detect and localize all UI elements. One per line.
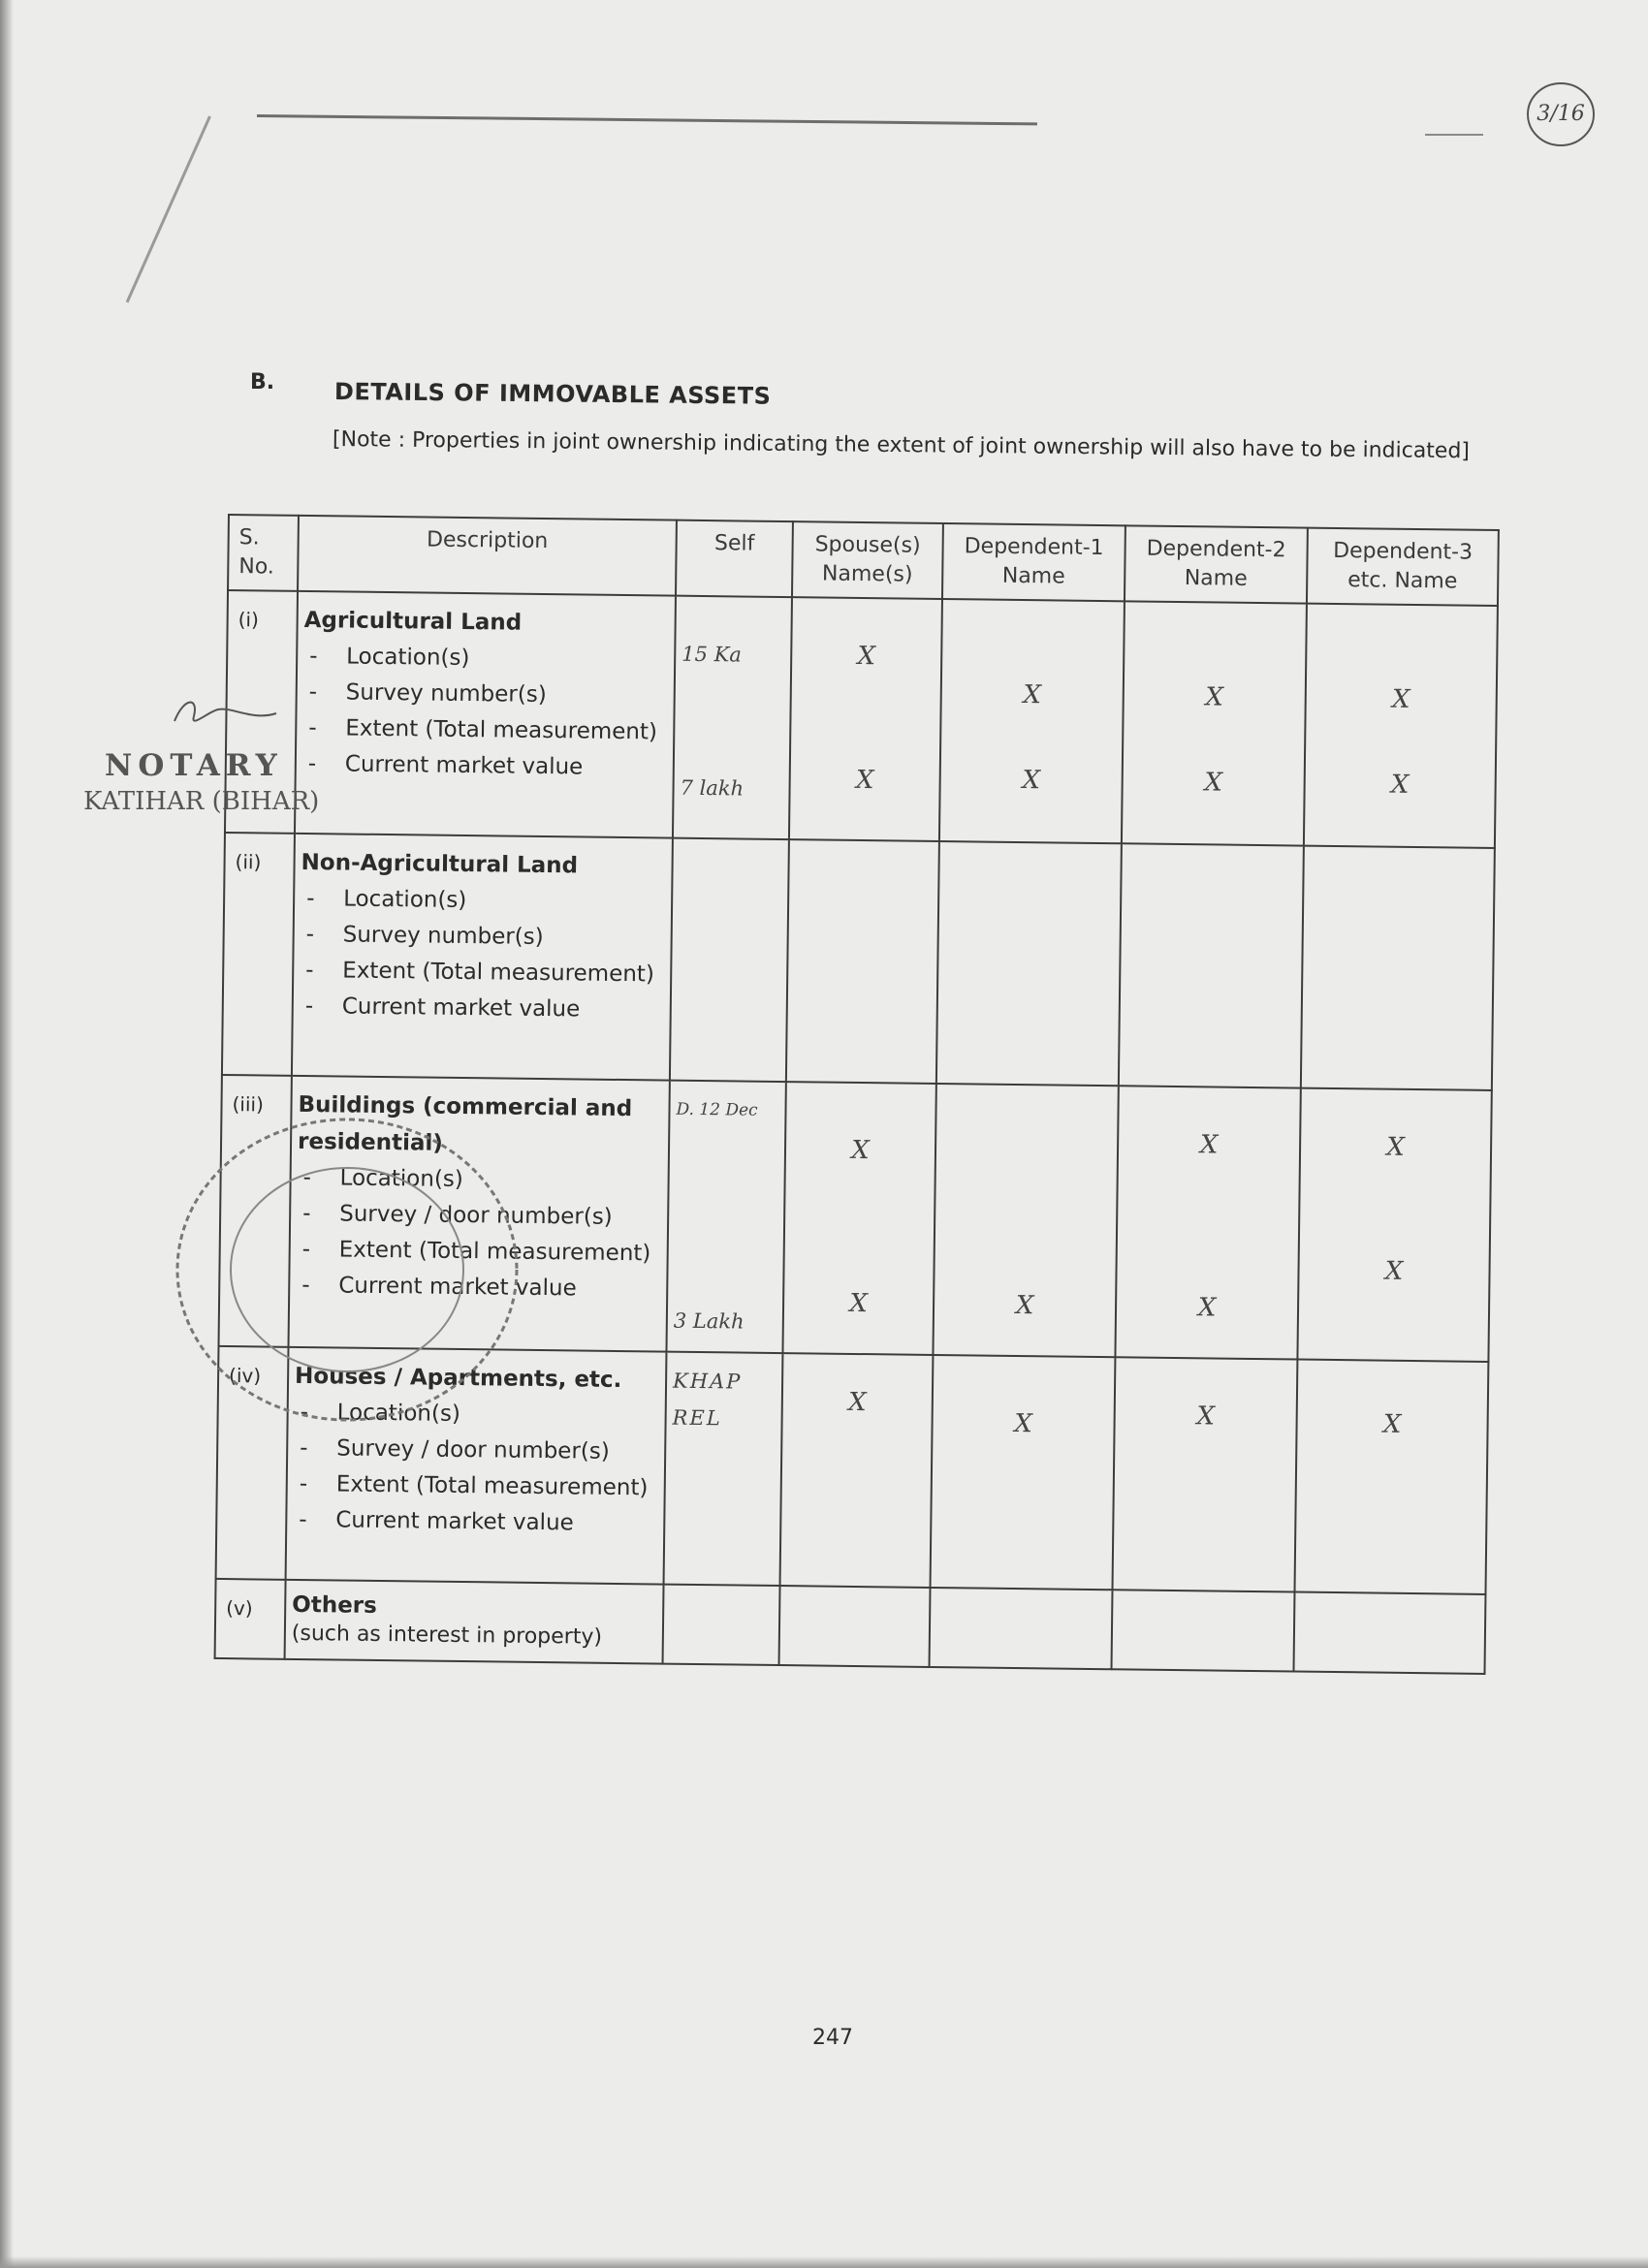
header-dependent-3: Dependent-3 etc. Name [1307, 528, 1499, 606]
header-spouse: Spouse(s) Name(s) [792, 521, 943, 599]
page-number: 247 [812, 2026, 853, 2050]
cross-mark: X [1196, 1402, 1216, 1432]
row-item: - Location(s) [303, 639, 668, 679]
header-dependent-2: Dependent-2 Name [1125, 525, 1308, 603]
row-category: Agricultural Land [303, 607, 523, 636]
row-detail: (such as interest in property) [291, 1621, 603, 1650]
notary-signature [165, 692, 281, 736]
handwritten-entry: 15 Ka [681, 642, 743, 667]
paper-fold [126, 115, 211, 302]
header-dependent-1: Dependent-1 Name [942, 523, 1125, 601]
cell-dependent-2 [1113, 1357, 1298, 1591]
row-item: - Location(s) [297, 1160, 661, 1201]
row-sno: (v) [215, 1579, 286, 1659]
scan-edge-left [0, 0, 14, 2268]
cell-dependent-2 [1122, 601, 1307, 845]
cross-mark: X [855, 765, 874, 796]
row-category: Non-Agricultural Land [301, 849, 579, 879]
cell-dependent-1 [931, 1355, 1116, 1590]
row-item: - Survey number(s) [300, 917, 664, 958]
row-description [285, 1580, 664, 1664]
cell-dependent-3 [1294, 1360, 1488, 1594]
cross-mark: X [1384, 1256, 1404, 1286]
table-row [215, 1579, 1486, 1674]
cell-dependent-3 [1293, 1592, 1485, 1674]
notary-stamp-text: NOTARY [105, 748, 283, 783]
cross-mark: X [849, 1288, 869, 1319]
row-item: - Current market value [300, 989, 664, 1029]
row-item: - Location(s) [301, 881, 665, 922]
row-sno: (i) [225, 590, 298, 834]
cell-dependent-2 [1112, 1590, 1295, 1671]
cell-spouse [782, 1082, 935, 1355]
cell-self [663, 1585, 780, 1665]
row-item: - Extent (Total measurement) [300, 953, 664, 993]
cross-mark: X [1023, 680, 1042, 710]
row-category: Houses / Apartments, etc. [294, 1363, 622, 1394]
section-letter: B. [250, 370, 275, 394]
cross-mark: X [1197, 1293, 1217, 1323]
cross-mark: X [1014, 1408, 1033, 1439]
row-item: - Extent (Total measurement) [297, 1232, 661, 1273]
cross-mark: X [1386, 1132, 1406, 1162]
cross-mark: X [1199, 1130, 1219, 1160]
cell-self [670, 838, 789, 1082]
table-row [222, 833, 1495, 1090]
cross-mark: X [1390, 770, 1410, 800]
cell-spouse [779, 1586, 931, 1667]
cross-mark: X [1382, 1409, 1402, 1439]
row-item: - Extent (Total measurement) [294, 1466, 658, 1507]
cell-dependent-1 [936, 841, 1122, 1086]
cell-self [673, 596, 792, 839]
cross-mark: X [1022, 766, 1041, 796]
row-item: - Survey number(s) [303, 675, 668, 715]
row-category: Others [292, 1591, 377, 1619]
notary-stamp-place: KATIHAR (BIHAR) [83, 787, 320, 816]
row-sno: (iii) [219, 1075, 292, 1347]
header-self: Self [676, 520, 793, 597]
handwritten-entry: 3 Lakh [673, 1308, 745, 1334]
cell-dependent-1 [939, 599, 1125, 843]
row-sno: (ii) [222, 833, 295, 1076]
header-rule [257, 114, 1037, 125]
cell-self [664, 1352, 783, 1586]
page-count-text: 3/16 [1537, 102, 1585, 126]
header-description: Description [298, 516, 677, 596]
handwritten-entry: D. 12 Dec [676, 1099, 758, 1120]
cell-dependent-3 [1297, 1088, 1491, 1362]
row-sno: (iv) [216, 1346, 289, 1580]
page-count-mark [1524, 78, 1598, 151]
round-notary-seal [163, 1105, 531, 1434]
handwritten-entry: 7 lakh [680, 775, 745, 801]
immovable-assets-table-wrap [214, 514, 1500, 1675]
row-description [292, 834, 673, 1081]
cell-dependent-2 [1115, 1086, 1300, 1359]
cell-spouse [789, 597, 942, 841]
row-item: - Extent (Total measurement) [302, 710, 667, 751]
cell-dependent-2 [1119, 843, 1304, 1087]
handwritten-entry: KHAP REL [672, 1369, 743, 1431]
row-category: Buildings (commercial and residential) [297, 1091, 633, 1156]
cell-dependent-1 [933, 1084, 1118, 1357]
cell-dependent-1 [930, 1588, 1113, 1669]
row-item: - Location(s) [294, 1395, 658, 1435]
cross-mark: X [847, 1387, 867, 1418]
cell-dependent-3 [1301, 846, 1495, 1090]
cell-spouse [780, 1353, 934, 1588]
row-item: - Current market value [302, 746, 667, 787]
cross-mark: X [851, 1135, 870, 1166]
header-rule-right [1425, 134, 1483, 136]
immovable-assets-table [214, 514, 1500, 1675]
row-description [295, 591, 676, 838]
row-item: - Survey / door number(s) [297, 1196, 661, 1237]
cell-spouse [786, 839, 939, 1084]
cross-mark: X [857, 641, 876, 672]
cross-mark: X [1391, 684, 1410, 714]
cross-mark: X [1204, 768, 1223, 798]
row-item: - Current market value [296, 1268, 660, 1308]
table-row [225, 590, 1498, 848]
section-note: [Note : Properties in joint ownership indicating the extent of joint ownership will also have to be indicated] [332, 427, 1471, 464]
cross-mark: X [1015, 1290, 1034, 1321]
row-item: - Survey / door number(s) [294, 1431, 658, 1471]
scan-edge-bottom [0, 2256, 1648, 2268]
cell-dependent-3 [1304, 604, 1498, 848]
section-title: DETAILS OF IMMOVABLE ASSETS [333, 378, 772, 410]
cell-self [666, 1081, 785, 1353]
cross-mark: X [1205, 682, 1224, 712]
row-item: - Current market value [293, 1502, 657, 1543]
header-sno: S. No. [228, 515, 299, 591]
